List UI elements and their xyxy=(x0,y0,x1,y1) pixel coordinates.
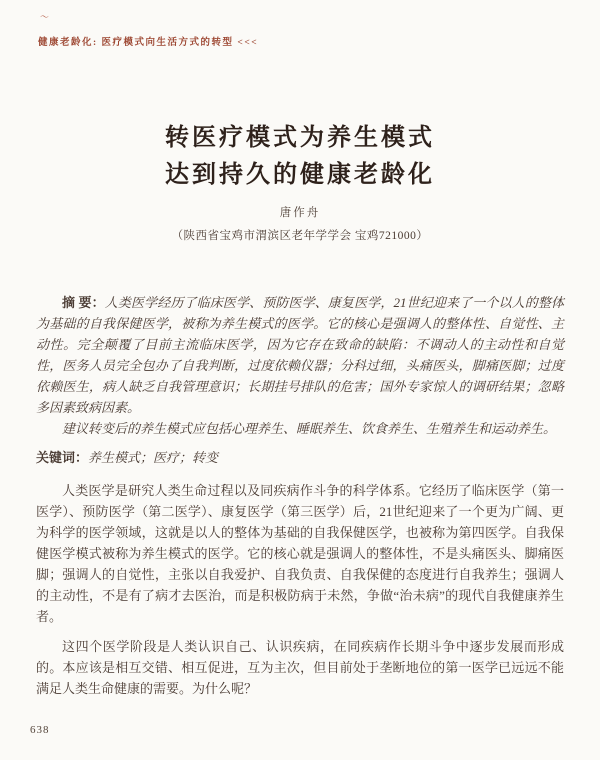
keywords-label: 关键词： xyxy=(36,450,89,465)
keywords-text: 养生模式；医疗；转变 xyxy=(88,450,219,465)
abstract-paragraph-2 xyxy=(36,418,564,439)
abstract-paragraph-1 xyxy=(36,292,564,418)
abstract-text-2: 建议转变后的养生模式应包括心理养生、睡眠养生、饮食养生、生殖养生和运动养生。 xyxy=(62,421,557,436)
running-header: 健康老龄化: 医疗模式向生活方式的转型 <<< xyxy=(38,38,259,48)
page-number: 638 xyxy=(30,724,50,736)
abstract-label: 摘 要： xyxy=(62,295,105,310)
keywords-line xyxy=(36,447,564,468)
article-title-line1: 转医疗模式为养生模式 xyxy=(165,125,435,151)
article-title-line2: 达到持久的健康老龄化 xyxy=(165,162,435,188)
abstract-text-1: 人类医学经历了临床医学、预防医学、康复医学，21世纪迎来了一个以人的整体为基础的自我保健医学，被称为养生模式的医学。它的核心是强调人的整体性、自觉性、主动性。完全颠覆了目前主流临床医学，因为它存在致命的缺陷：不调动人的主动性和自觉性，医务人员完全包办了自我判断，过度依赖仪器；分科过细，头痛医头，脚痛医脚；过度依赖医生，病人缺乏自我管理意识；长期挂号排队的危害；国外专家惊人的调研结果；忽略多因素致病因素。 xyxy=(36,295,564,415)
header-ornament-icon: 〜 xyxy=(40,12,50,22)
article-title xyxy=(0,120,600,194)
body-paragraph-1: 人类医学是研究人类生命过程以及同疾病作斗争的科学体系。它经历了临床医学（第一医学）、预防医学（第二医学）、康复医学（第三医学）后，21世纪迎来了一个更为广阔、更为科学的医学领域，这就是以人的整体为基础的自我保健医学，也被称为第四医学。自我保健医学模式被称为养生模式的医学。它的核心就是强调人的整体性，不是头痛医头、脚痛医脚；强调人的自觉性，主张以自我爱护、自我负责、自我保健的态度进行自我养生；强调人的主动性，不是有了病才去医治，而是积极防病于未然，争做“治未病”的现代自我健康养生者。 xyxy=(36,483,564,624)
author-affiliation: （陕西省宝鸡市渭滨区老年学学会 宝鸡721000） xyxy=(171,230,429,242)
article-body xyxy=(36,292,564,699)
body-paragraph-2: 这四个医学阶段是人类认识自己、认识疾病，在同疾病作长期斗争中逐步发展而形成的。本应该是相互交错、相互促进，互为主次，但目前处于垄断地位的第一医学已远远不能满足人类生命健康的需要。为什么呢？ xyxy=(36,639,564,696)
author-name: 唐作舟 xyxy=(279,207,321,219)
